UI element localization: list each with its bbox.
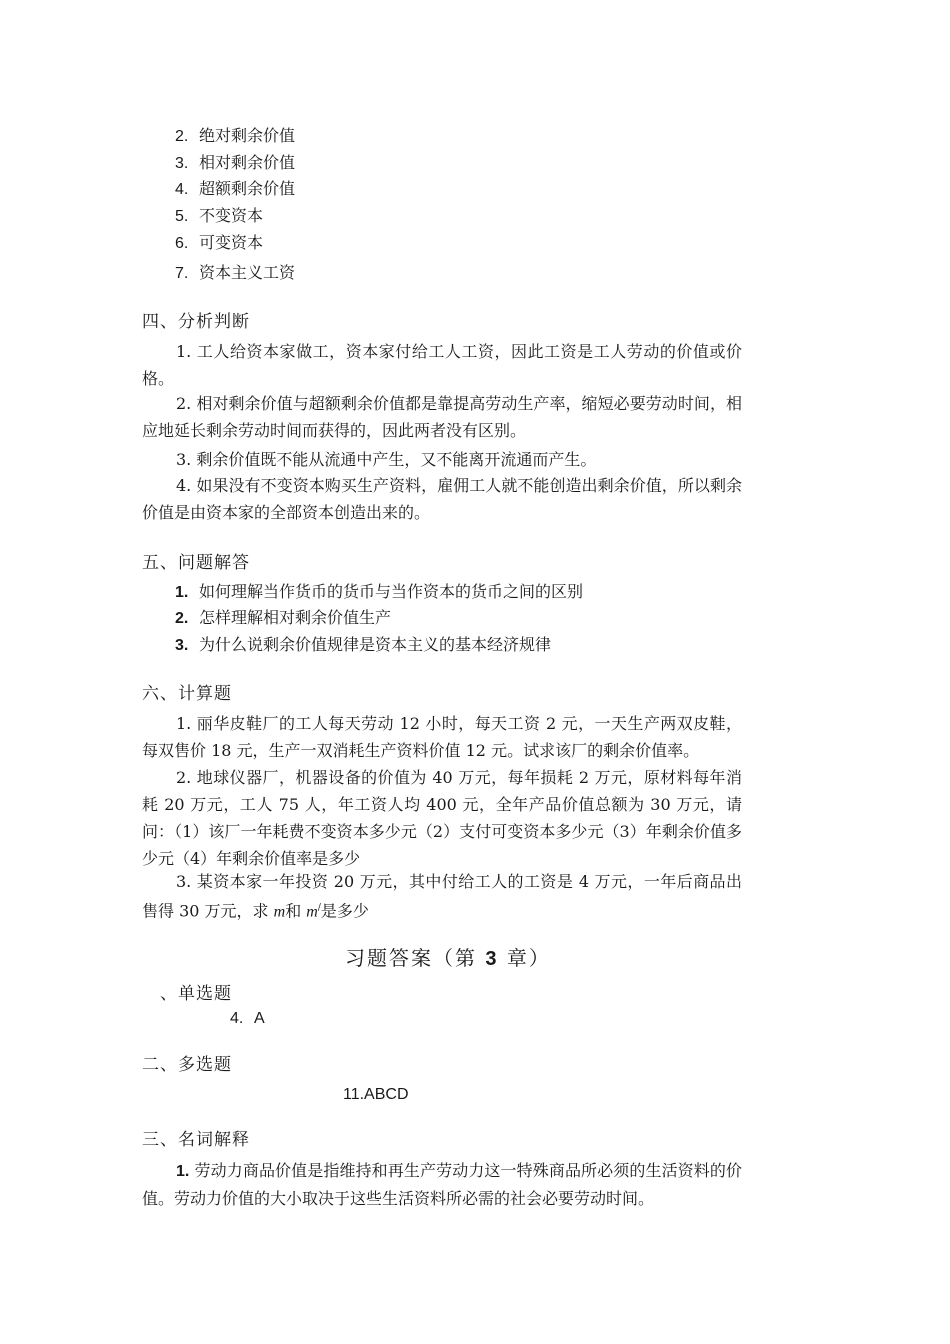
analysis-item-3: 3. 剩余价值既不能从流通中产生，又不能离开流通而产生。 — [176, 450, 597, 469]
list-text: 可变资本 — [199, 233, 264, 252]
list-item — [175, 179, 295, 200]
single-choice-answer — [230, 1009, 265, 1029]
question-item — [175, 635, 551, 656]
section-heading-single-choice: 、单选题 — [160, 984, 232, 1004]
list-item — [175, 263, 295, 284]
calc-item-1: 1. 丽华皮鞋厂的工人每天劳动 12 小时，每天工资 2 元，一天生产两双皮鞋，每双售价 18 元，生产一双消耗生产资料价值 12 元。试求该厂的剩余价值率。 — [142, 714, 742, 760]
analysis-item-2: 2. 相对剩余价值与超额剩余价值都是靠提高劳动生产率，缩短必要劳动时间，相应地延长剩余劳动时间而获得的，因此两者没有区别。 — [142, 394, 742, 440]
multi-choice-answer: 11.ABCD — [343, 1086, 409, 1103]
list-text: 超额剩余价值 — [199, 179, 296, 198]
section-heading-questions: 五、问题解答 — [142, 553, 250, 573]
list-text: 不变资本 — [199, 206, 264, 225]
variable-m-prime: m — [306, 903, 318, 921]
answer-number: 4. — [230, 1010, 244, 1027]
list-number: 7. — [175, 265, 189, 282]
answers-title-num: 3 — [485, 948, 499, 970]
answers-title — [345, 948, 551, 969]
terms-answer-text: 劳动力商品价值是指维持和再生产劳动力这一特殊商品所必须的生活资料的价值。劳动力价值的大小取决于这些生活资料所必需的社会必要劳动时间。 — [142, 1161, 742, 1208]
question-text: 为什么说剩余价值规律是资本主义的基本经济规律 — [199, 635, 552, 654]
calc-item-3 — [142, 868, 742, 925]
question-item — [175, 582, 583, 603]
calc-item-3-text: 3. 某资本家一年投资 20 万元，其中付给工人的工资是 4 万元，一年后商品出售得 30 万元，求 — [142, 872, 742, 921]
list-number: 4. — [175, 181, 189, 198]
question-number: 2. — [175, 610, 189, 627]
list-number: 3. — [175, 155, 189, 172]
variable-m-prime-sup: / — [317, 903, 321, 913]
list-item — [175, 126, 295, 147]
list-number: 5. — [175, 208, 189, 225]
list-number: 6. — [175, 235, 189, 252]
section-heading-multi-choice: 二、多选题 — [142, 1055, 232, 1075]
answer-text: A — [254, 1010, 265, 1027]
question-number: 3. — [175, 637, 189, 654]
section-heading-calculation: 六、计算题 — [142, 684, 232, 704]
variable-m: m — [273, 903, 286, 921]
list-text: 绝对剩余价值 — [199, 126, 296, 145]
question-number: 1. — [175, 584, 189, 601]
analysis-item-1: 1. 工人给资本家做工，资本家付给工人工资，因此工资是工人劳动的价值或价格。 — [142, 342, 742, 388]
section-heading-analysis: 四、分析判断 — [142, 312, 250, 332]
calc-item-3-mid: 和 — [285, 901, 307, 921]
list-item — [175, 206, 263, 227]
list-item — [175, 233, 263, 254]
list-text: 相对剩余价值 — [199, 153, 296, 172]
list-item — [175, 153, 295, 174]
question-item — [175, 608, 391, 629]
question-text: 怎样理解相对剩余价值生产 — [199, 608, 392, 627]
answers-title-post: 章） — [498, 946, 551, 970]
list-text: 资本主义工资 — [199, 263, 296, 282]
answers-title-pre: 习题答案（第 — [345, 946, 486, 970]
calc-item-2: 2. 地球仪器厂，机器设备的价值为 40 万元，每年损耗 2 万元，原材料每年消耗 20 万元，工人 75 人，年工资人均 400 元，全年产品价值总额为 30 万元，请问：（1）该厂一年耗费不变资本多少元（2）支付可变资本多少元（3）年剩余价值多少元（4）年剩余价值率是多少 — [142, 768, 742, 868]
calc-item-3-end: 是多少 — [320, 901, 369, 921]
question-text: 如何理解当作货币的货币与当作资本的货币之间的区别 — [199, 582, 584, 601]
terms-answer-1 — [142, 1157, 742, 1212]
terms-answer-number: 1. — [176, 1163, 190, 1180]
list-number: 2. — [175, 128, 189, 145]
section-heading-terms: 三、名词解释 — [142, 1130, 250, 1150]
analysis-item-4: 4. 如果没有不变资本购买生产资料，雇佣工人就不能创造出剩余价值，所以剩余价值是由资本家的全部资本创造出来的。 — [142, 476, 742, 522]
